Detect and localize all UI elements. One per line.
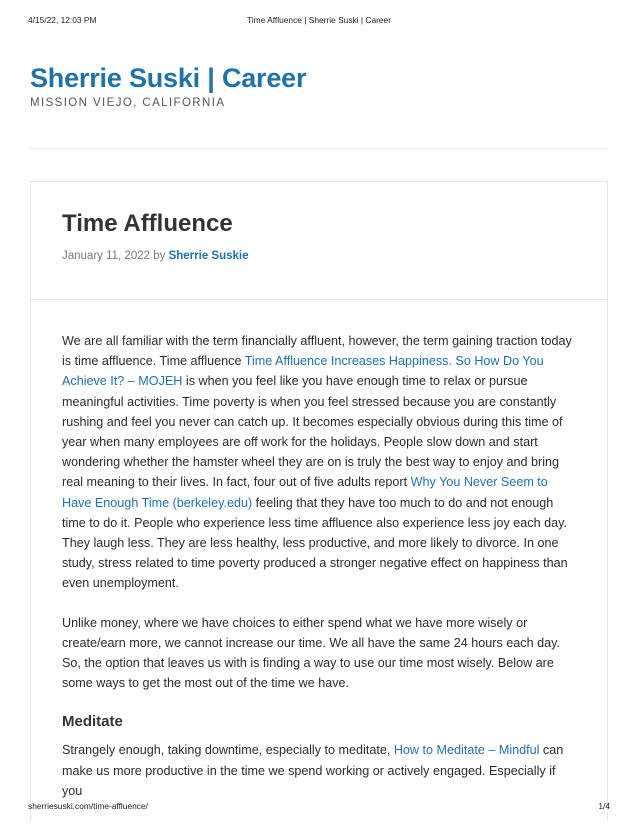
paragraph-money: Unlike money, where we have choices to either spend what we have more wisely or create/earn more, we cannot increase our time. We all have the same 24 hours each day. So, the option that leaves us with is finding a way to use our time most wisely. Below are some ways to get the most out of the time we have.	[62, 615, 560, 691]
entry-title: Time Affluence	[62, 210, 233, 237]
print-page-number: 1/4	[598, 801, 610, 811]
paragraph-text: feeling that they have too much to do and not enough time to do it. People who experience less time affluence also experience less joy each day. They laugh less. They are less healthy, less productive, and more likely to divorce. In one study, stress related to time poverty produced a stronger negative effect on happiness than even unemployment.	[62, 495, 568, 591]
print-datetime: 4/15/22, 12:03 PM	[28, 15, 97, 25]
paragraph-text: Strangely enough, taking downtime, especially to meditate,	[62, 743, 394, 758]
paragraph-text: is when you feel like you have enough time to relax or pursue meaningful activities. Time poverty is when you feel stressed because you are constantly rushing and feel you never can catch up. It becomes especially obvious during this time of year when many employees are off work for the holidays. People slow down and start wondering whether the hamster wheel they are on is truly the best way to enjoy and bring real meaning to their lives. In fact, four out of five adults report	[62, 374, 563, 490]
print-document-title: Time Affluence | Sherrie Suski | Career	[247, 15, 391, 25]
print-footer	[28, 801, 610, 813]
link-berkeley-article[interactable]: Why You Never Seem to Have Enough Time (berkeley.edu)	[62, 475, 548, 510]
paragraph-intro	[62, 331, 576, 594]
entry-content	[31, 300, 607, 801]
header-divider	[30, 148, 608, 149]
author-link[interactable]: Sherrie Suskie	[168, 250, 249, 262]
entry-meta	[62, 250, 249, 262]
entry-date: January 11, 2022	[62, 250, 151, 262]
link-mojeh-article[interactable]: Time Affluence Increases Happiness. So How Do You Achieve It? – MOJEH	[62, 354, 544, 389]
site-tagline: MISSION VIEJO, CALIFORNIA	[30, 97, 226, 109]
heading-meditate: Meditate	[62, 713, 123, 731]
site-title-link[interactable]: Sherrie Suski | Career	[30, 63, 307, 93]
link-mindful-article[interactable]: How to Meditate – Mindful	[393, 743, 540, 758]
paragraph-meditate	[62, 740, 576, 801]
paragraph-text: can make us more productive in the time we spend working or actively engaged. Especially if you	[62, 743, 564, 798]
article-header	[31, 182, 607, 300]
article	[30, 181, 608, 821]
print-url: sherriesuski.com/time-affluence/	[28, 801, 148, 811]
print-header	[28, 15, 610, 27]
site-header	[30, 60, 306, 109]
paragraph-text: We are all familiar with the term financially affluent, however, the term gaining traction today is time affluence. Time affluence	[62, 334, 572, 369]
entry-by: by	[153, 250, 166, 262]
